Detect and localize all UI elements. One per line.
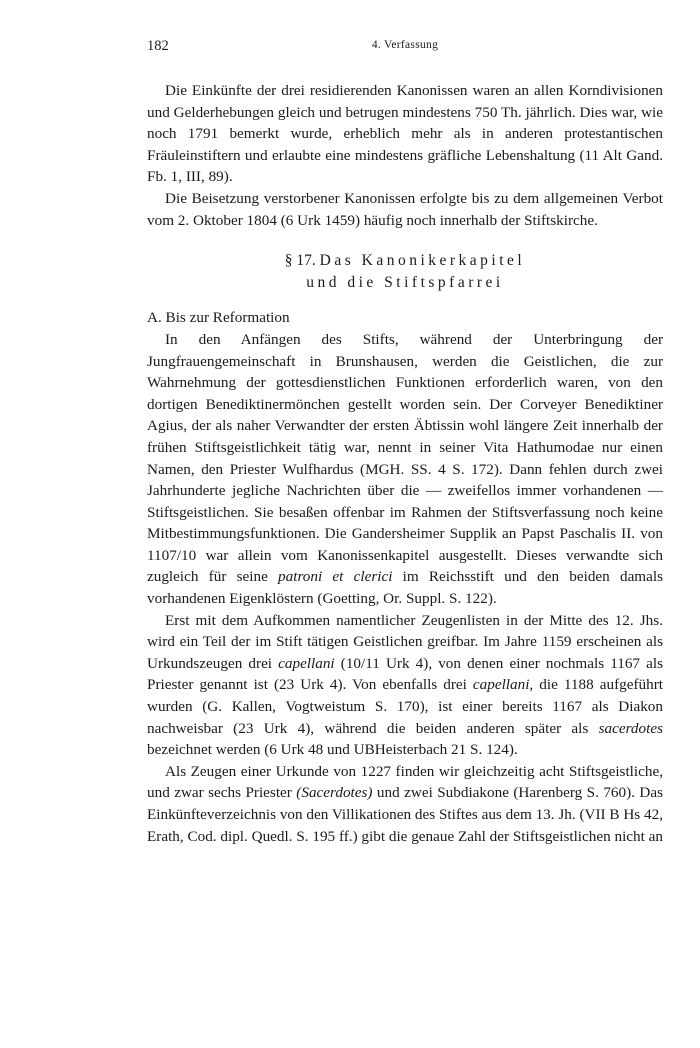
section-symbol: § 17. [284,252,316,270]
paragraph-beginnings [147,329,663,610]
page-header [147,38,663,60]
section-heading [147,250,663,293]
text-run: Erst mit dem Aufkommen namentlicher Zeugenlisten in der Mitte des 12. Jhs. wird ein Teil der im Stift tätigen Geistlichen greifbar. Im Jahre 1159 erscheinen als Urkundszeugen drei [147,611,663,672]
paragraph-income: Die Einkünfte der drei residierenden Kanonissen waren an allen Korndivisionen und Gelderhebungen gleich und betrugen mindestens 750 Th. jährlich. Dies war, wie noch 1791 bemerkt wurde, erheblich mehr als in anderen protestantischen Fräuleinstiftern und erlaubte eine mindestens gräfliche Lebenshaltung (11 Alt Gand. Fb. 1, III, 89). [147,82,663,186]
section-heading-line1 [147,250,663,272]
page-body [147,80,663,847]
italic-term: patroni et clerici [278,568,393,586]
text-run: bezeichnet werden (6 Urk 48 und UBHeisterbach 21 S. 124). [147,741,518,759]
text-run: Als Zeugen einer Urkunde von 1227 finden wir gleichzeitig acht Stiftsgeistliche, und zwar sechs Priester [147,762,663,802]
text-run: im Reichsstift und den beiden damals vorhandenen Eigenklöstern (Goetting, Or. Suppl. S. 122). [147,568,663,608]
running-head: 4. Verfassung [371,39,439,51]
italic-term: capellani [278,654,335,672]
italic-term: capellani, [472,676,534,694]
text-run: In den Anfängen des Stifts, während der Unterbringung der Jungfrauengemeinschaft in Brunshausen, werden die Geistlichen, die zur Wahrnehmung der gottesdienstlichen Funktionen erforderlich waren, von den dortigen Benediktinermönchen gestellt worden sein. Der Corveyer Benediktiner Agius, der als naher Verwandter der ersten Äbtissin wohl längere Zeit innerhalb der frühen Stiftsgeistlichkeit tätig war, nennt in seiner Vita Hathumodae nur einen Namen, den Priester Wulfhardus (MGH. SS. 4 S. 172). Dann fehlen durch zwei Jahrhunderte jegliche Nachrichten über die — zweifellos immer vorhandenen — Stiftsgeistlichen. Sie besaßen offenbar im Rahmen der Stiftsverfassung noch keine Mitbestimmungsfunktionen. Die Gandersheimer Supplik an Papst Paschalis II. von 1107/10 war allein vom Kanonissenkapitel ausgestellt. Dieses verwandte sich zugleich für seine [147,330,663,586]
text-run: (10/11 Urk 4), von denen einer nochmals 1167 als Priester genannt ist (23 Urk 4). Von ebenfalls drei [147,654,663,694]
text-run: und zwei Subdiakone (Harenberg S. 760). Das Einkünfteverzeichnis von den Villikationen des Stiftes aus dem 13. Jh. (VII B Hs 42, Erath, Cod. dipl. Quedl. S. 195 ff.) gibt die genaue Zahl der Stiftsgeistlichen nicht an [147,784,664,845]
subsection-heading: A. Bis zur Reformation [147,309,290,327]
section-title-line2: und die Stiftspfarrei [306,273,504,291]
paragraph-burial: Die Beisetzung verstorbener Kanonissen erfolgte bis zu dem allgemeinen Verbot vom 2. Oktober 1804 (6 Urk 1459) häufig noch innerhalb der Stiftskirche. [147,189,663,229]
book-page [147,38,663,847]
italic-term: sacerdotes [598,719,663,737]
paragraph-1227-charter [147,761,663,847]
paragraph-witness-lists [147,610,663,761]
section-title-line1: Das Kanonikerkapitel [319,252,526,270]
text-run: die 1188 aufgeführt wurden (G. Kallen, Vogtweistum S. 170), ist einer bereits 1167 als Diakon nachweisbar (23 Urk 4), während die beiden anderen später als [147,676,663,737]
page-number: 182 [147,38,169,54]
italic-term: (Sacerdotes) [296,784,373,802]
